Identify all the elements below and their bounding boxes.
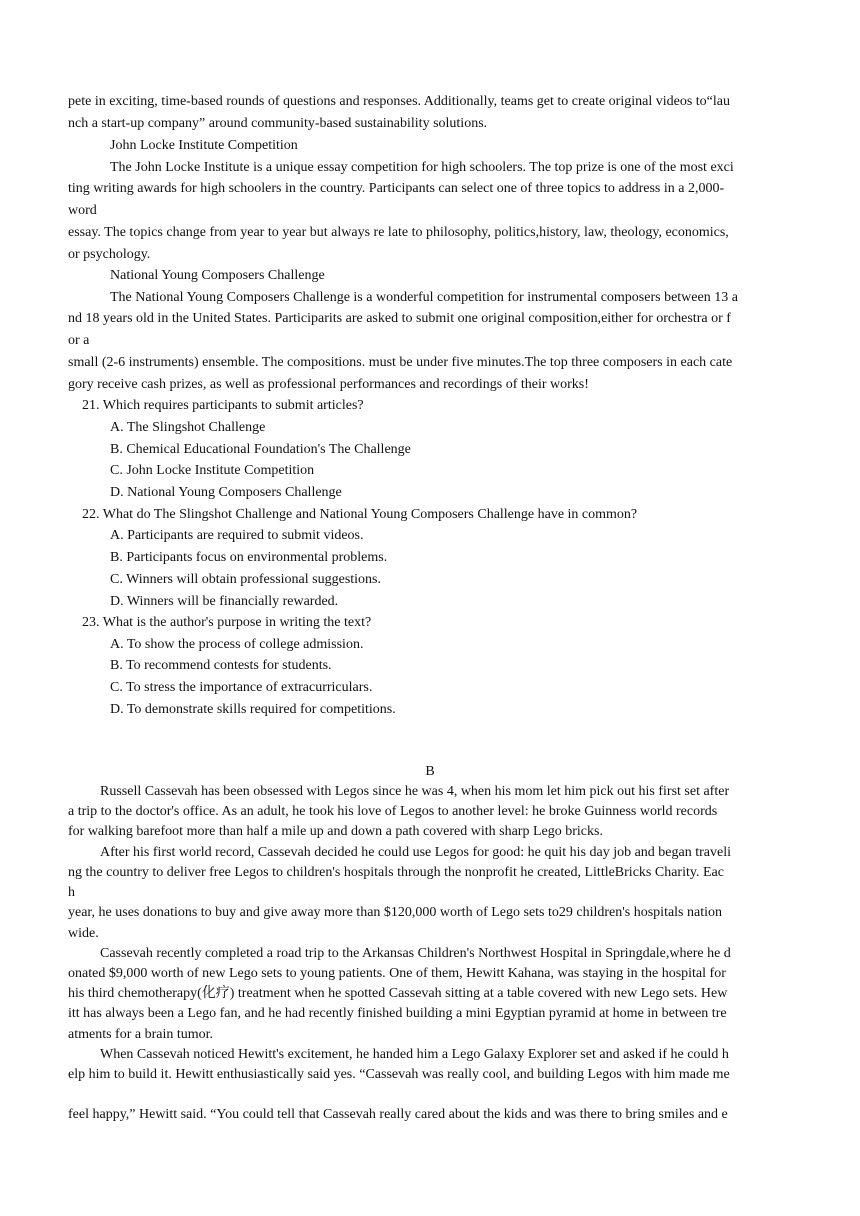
passage-line: The National Young Composers Challenge is a wonderful competition for instrumental composers between 13 a xyxy=(110,290,738,305)
answer-option: B. Participants focus on environmental problems. xyxy=(110,550,388,565)
passage-line: gory receive cash prizes, as well as professional performances and recordings of their works! xyxy=(68,377,589,392)
passage-line: atments for a brain tumor. xyxy=(68,1027,214,1042)
passage-line: When Cassevah noticed Hewitt's excitement, he handed him a Lego Galaxy Explorer set and asked if he could h xyxy=(100,1047,729,1062)
passage-line: After his first world record, Cassevah decided he could use Legos for good: he quit his day job and began traveli xyxy=(100,845,731,860)
answer-option: B. Chemical Educational Foundation's The Challenge xyxy=(110,442,411,457)
passage-line: The John Locke Institute is a unique essay competition for high schoolers. The top prize is one of the most exci xyxy=(110,160,734,175)
passage-line: his third chemotherapy(化疗) treatment when he spotted Cassevah sitting at a table covered with new Lego sets. Hew xyxy=(68,986,728,1001)
passage-line: essay. The topics change from year to year but always re late to philosophy, politics,history, law, theology, economics, xyxy=(68,225,729,240)
section-heading: John Locke Institute Competition xyxy=(110,138,298,153)
passage-line: wide. xyxy=(68,926,99,941)
passage-line: pete in exciting, time-based rounds of questions and responses. Additionally, teams get to create original videos to“lau xyxy=(68,94,730,109)
passage-line: ng the country to deliver free Legos to children's hospitals through the nonprofit he created, LittleBricks Charity. Eac xyxy=(68,865,724,880)
answer-option: D. Winners will be financially rewarded. xyxy=(110,594,339,609)
passage-line: itt has always been a Lego fan, and he had recently finished building a mini Egyptian pyramid at home in between tre xyxy=(68,1006,727,1021)
question-stem: 23. What is the author's purpose in writing the text? xyxy=(82,615,372,630)
answer-option: A. Participants are required to submit videos. xyxy=(110,528,364,543)
passage-line: Cassevah recently completed a road trip to the Arkansas Children's Northwest Hospital in Springdale,where he d xyxy=(100,946,731,961)
passage-line: or psychology. xyxy=(68,247,151,262)
question-stem: 21. Which requires participants to submit articles? xyxy=(82,398,364,413)
answer-option: C. To stress the importance of extracurriculars. xyxy=(110,680,373,695)
answer-option: D. National Young Composers Challenge xyxy=(110,485,342,500)
passage-line: small (2-6 instruments) ensemble. The compositions. must be under five minutes.The top three composers in each cate xyxy=(68,355,733,370)
passage-line: nch a start-up company” around community-based sustainability solutions. xyxy=(68,116,488,131)
section-heading: National Young Composers Challenge xyxy=(110,268,325,283)
passage-line: a trip to the doctor's office. As an adult, he took his love of Legos to another level: he broke Guinness world records xyxy=(68,804,718,819)
answer-option: C. John Locke Institute Competition xyxy=(110,463,315,478)
passage-line: word xyxy=(68,203,97,218)
answer-option: C. Winners will obtain professional suggestions. xyxy=(110,572,381,587)
passage-line: for walking barefoot more than half a mile up and down a path covered with sharp Lego bricks. xyxy=(68,824,603,839)
passage-line: nd 18 years old in the United States. Participarits are asked to submit one original composition,either for orchestra or f xyxy=(68,311,731,326)
question-stem: 22. What do The Slingshot Challenge and National Young Composers Challenge have in common? xyxy=(82,507,638,522)
passage-line: or a xyxy=(68,333,90,348)
passage-line: feel happy,” Hewitt said. “You could tell that Cassevah really cared about the kids and was there to bring smiles and e xyxy=(68,1107,728,1122)
answer-option: A. To show the process of college admission. xyxy=(110,637,364,652)
passage-line: onated $9,000 worth of new Lego sets to young patients. One of them, Hewitt Kahana, was staying in the hospital for xyxy=(68,966,726,981)
passage-line: h xyxy=(68,885,75,900)
section-label: B xyxy=(425,764,435,779)
passage-line: Russell Cassevah has been obsessed with Legos since he was 4, when his mom let him pick out his first set after xyxy=(100,784,730,799)
answer-option: D. To demonstrate skills required for competitions. xyxy=(110,702,396,717)
passage-line: elp him to build it. Hewitt enthusiastically said yes. “Cassevah was really cool, and building Legos with him made me xyxy=(68,1067,730,1082)
answer-option: B. To recommend contests for students. xyxy=(110,658,332,673)
passage-line: year, he uses donations to buy and give away more than $120,000 worth of Lego sets to29 children's hospitals nation xyxy=(68,905,723,920)
answer-option: A. The Slingshot Challenge xyxy=(110,420,266,435)
passage-line: ting writing awards for high schoolers in the country. Participants can select one of three topics to address in a 2,000- xyxy=(68,181,725,196)
